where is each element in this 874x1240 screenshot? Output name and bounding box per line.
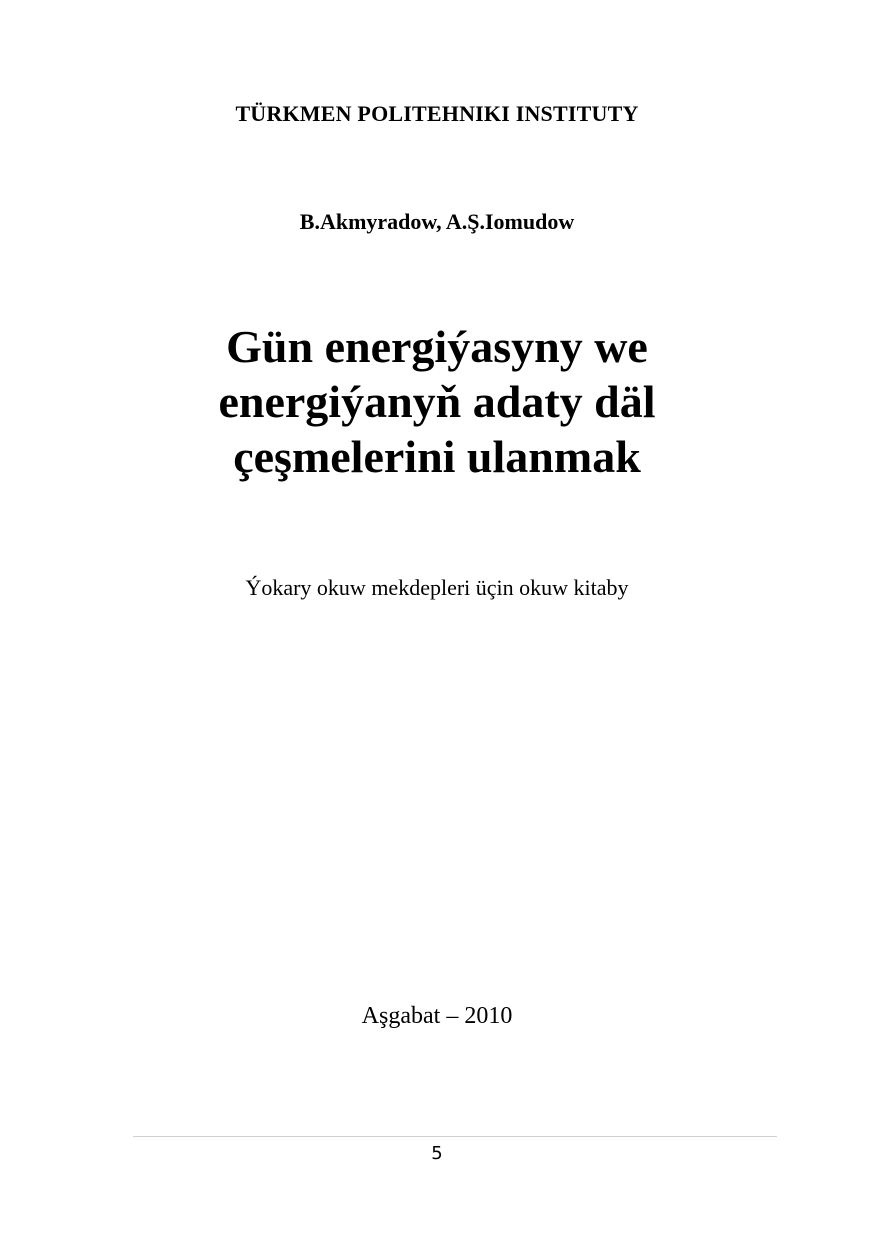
title-line: Gün energiýasyny we (226, 321, 648, 372)
title-line: çeşmelerini ulanmak (233, 431, 641, 482)
place-year: Aşgabat – 2010 (361, 1003, 513, 1029)
book-title (0, 319, 874, 484)
institute-name: TÜRKMEN POLITEHNIKI INSTITUTY (235, 101, 639, 126)
title-line: energiýanyň adaty däl (218, 376, 656, 427)
book-subtitle: Ýokary okuw mekdepleri üçin okuw kitaby (245, 575, 629, 600)
page-number: 5 (431, 1143, 443, 1164)
footer-divider (133, 1136, 777, 1137)
authors: B.Akmyradow, A.Ş.Iomudow (299, 209, 575, 234)
